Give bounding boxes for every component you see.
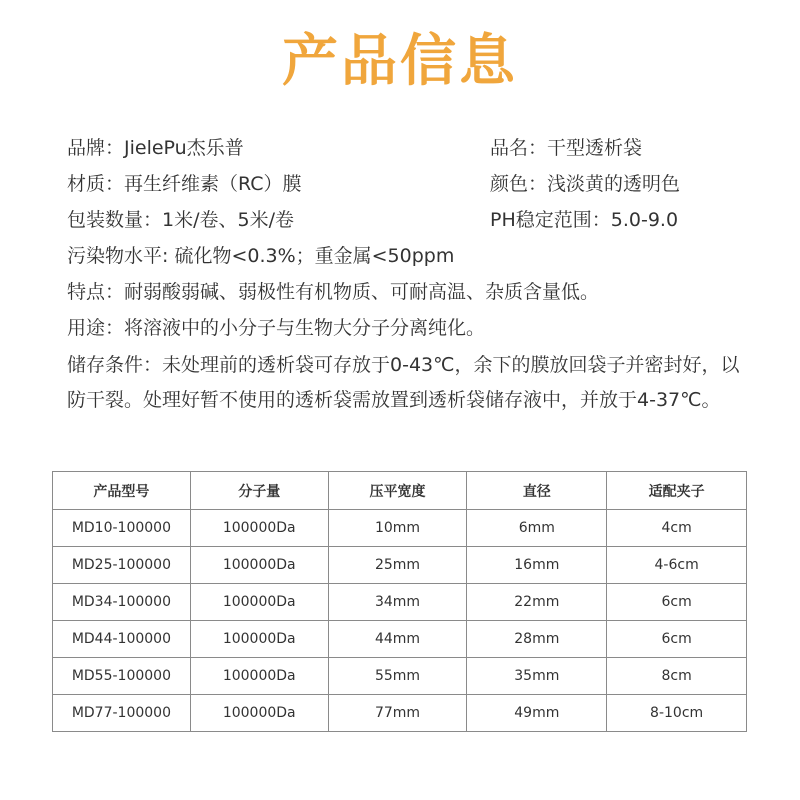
cell-model: MD44-100000 [53, 621, 191, 658]
cell-model: MD55-100000 [53, 658, 191, 695]
cell-molecular-weight: 100000Da [190, 695, 328, 732]
color-text: 颜色：浅淡黄的透明色 [490, 173, 681, 195]
cell-diameter: 49mm [467, 695, 607, 732]
cell-molecular-weight: 100000Da [190, 658, 328, 695]
brand-text: 品牌：JielePu杰乐普 [67, 137, 244, 159]
pollutant-text: 污染物水平: 硫化物<0.3%；重金属<50ppm [67, 245, 455, 267]
cell-diameter: 28mm [467, 621, 607, 658]
cell-molecular-weight: 100000Da [190, 510, 328, 547]
cell-clip: 4-6cm [607, 547, 747, 584]
cell-model: MD25-100000 [53, 547, 191, 584]
header-molecular-weight: 分子量 [190, 472, 328, 510]
info-row-package [67, 202, 747, 238]
cell-diameter: 16mm [467, 547, 607, 584]
info-row-brand [67, 130, 747, 166]
table-row [53, 658, 747, 695]
cell-diameter: 22mm [467, 584, 607, 621]
cell-model: MD10-100000 [53, 510, 191, 547]
table-row [53, 547, 747, 584]
header-diameter: 直径 [467, 472, 607, 510]
table-row [53, 584, 747, 621]
name-text: 品名：干型透析袋 [490, 137, 643, 159]
cell-molecular-weight: 100000Da [190, 584, 328, 621]
table-row [53, 695, 747, 732]
product-spec-table [52, 471, 747, 732]
cell-diameter: 35mm [467, 658, 607, 695]
cell-model: MD34-100000 [53, 584, 191, 621]
package-text: 包装数量：1米/卷、5米/卷 [67, 209, 294, 231]
ph-text: PH稳定范围：5.0-9.0 [490, 209, 679, 231]
storage-text: 储存条件：未处理前的透析袋可存放于0-43℃，余下的膜放回袋子并密封好，以防干裂。处理好暂不使用的透析袋需放置到透析袋储存液中，并放于4-37℃。 [67, 354, 740, 411]
cell-flat-width: 10mm [328, 510, 467, 547]
cell-clip: 8-10cm [607, 695, 747, 732]
cell-flat-width: 55mm [328, 658, 467, 695]
material-text: 材质：再生纤维素（RC）膜 [67, 173, 302, 195]
page-title: 产品信息 [282, 29, 518, 94]
cell-flat-width: 44mm [328, 621, 467, 658]
usage-text: 用途：将溶液中的小分子与生物大分子分离纯化。 [67, 317, 486, 339]
header-flat-width: 压平宽度 [328, 472, 467, 510]
cell-flat-width: 34mm [328, 584, 467, 621]
cell-clip: 6cm [607, 584, 747, 621]
cell-molecular-weight: 100000Da [190, 547, 328, 584]
info-row-material [67, 166, 747, 202]
cell-clip: 6cm [607, 621, 747, 658]
table-header-row [53, 472, 747, 510]
cell-flat-width: 25mm [328, 547, 467, 584]
cell-clip: 4cm [607, 510, 747, 547]
cell-flat-width: 77mm [328, 695, 467, 732]
product-info [67, 130, 747, 418]
cell-diameter: 6mm [467, 510, 607, 547]
header-model: 产品型号 [53, 472, 191, 510]
cell-molecular-weight: 100000Da [190, 621, 328, 658]
cell-model: MD77-100000 [53, 695, 191, 732]
header-clip: 适配夹子 [607, 472, 747, 510]
table-row [53, 621, 747, 658]
feature-text: 特点：耐弱酸弱碱、弱极性有机物质、可耐高温、杂质含量低。 [67, 281, 600, 303]
table-row [53, 510, 747, 547]
cell-clip: 8cm [607, 658, 747, 695]
